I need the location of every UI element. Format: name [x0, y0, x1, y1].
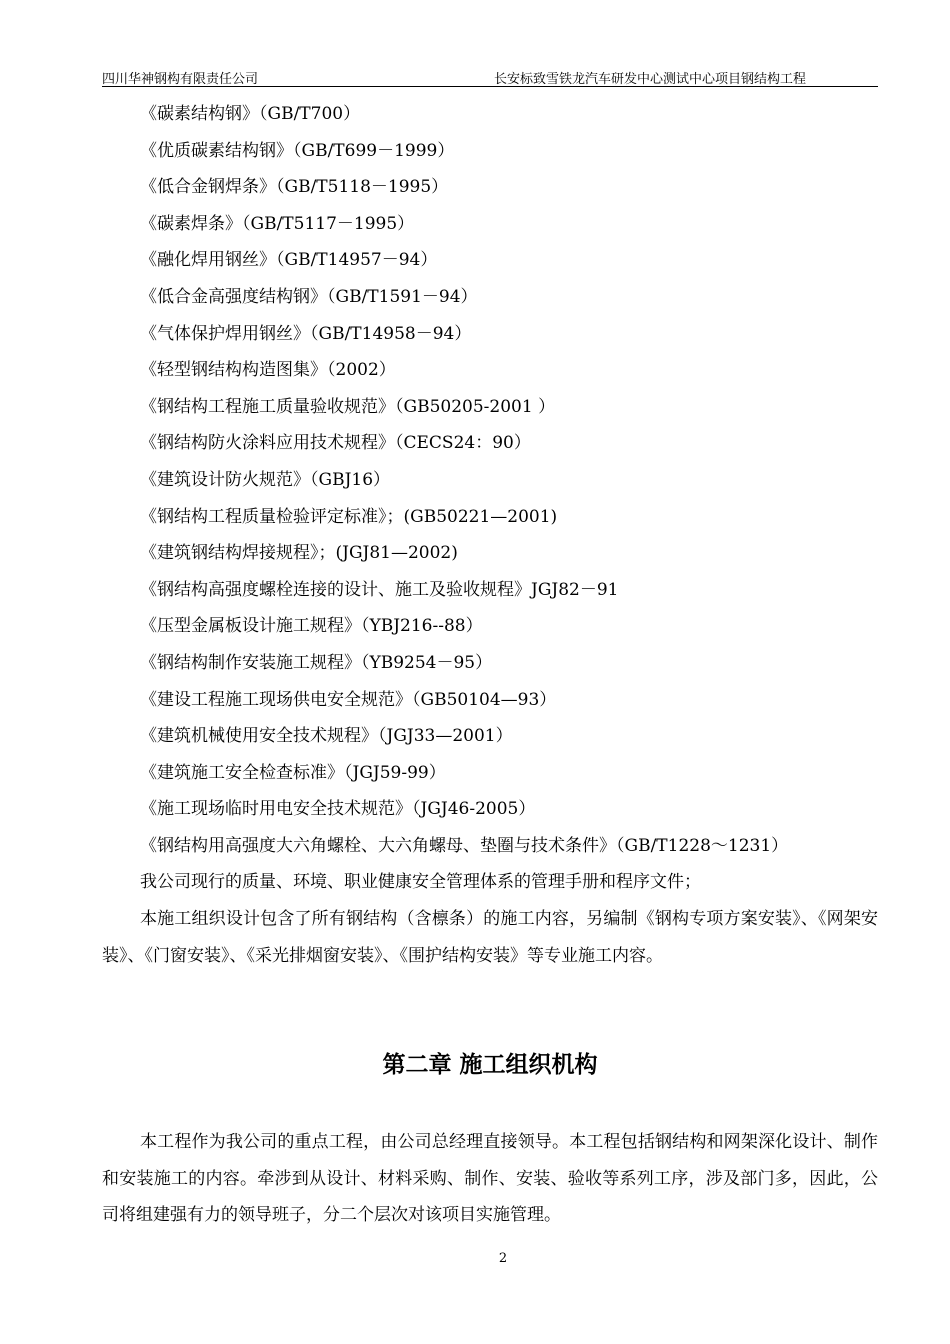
standard-item: 《轻型钢结构构造图集》（2002） — [140, 360, 396, 381]
standard-item: 《钢结构用高强度大六角螺栓、大六角螺母、垫圈与技术条件》（GB/T1228～1231） — [140, 835, 789, 856]
standard-item: 《建筑设计防火规范》（GBJ16） — [140, 469, 391, 490]
chapter-body — [102, 1124, 878, 1234]
standard-item: 《施工现场临时用电安全技术规范》（JGJ46-2005） — [140, 799, 536, 820]
standards-list — [102, 96, 878, 864]
standard-item: 《建筑机械使用安全技术规程》（JGJ33—2001） — [140, 726, 513, 747]
header-company: 四川华神钢构有限责任公司 — [102, 72, 259, 87]
standard-item: 《建筑钢结构焊接规程》；(JGJ81—2002) — [140, 543, 458, 564]
page-header — [102, 66, 878, 87]
chapter-paragraph: 本工程作为我公司的重点工程，由公司总经理直接领导。本工程包括钢结构和网架深化设计、制作和安装施工的内容。牵涉到从设计、材料采购、制作、安装、验收等系列工序，涉及部门多，因此，公司将组建强有力的领导班子，分二个层次对该项目实施管理。 — [102, 1132, 878, 1226]
standard-item: 《碳素结构钢》（GB/T700） — [140, 104, 361, 124]
standard-item: 《钢结构防火涂料应用技术规程》（CECS24：90） — [140, 433, 531, 454]
chapter-title: 第二章 施工组织机构 — [382, 1052, 598, 1078]
standard-item: 《低合金钢焊条》（GB/T5118－1995） — [140, 177, 449, 198]
standard-item: 《钢结构高强度螺栓连接的设计、施工及验收规程》JGJ82－91 — [140, 579, 619, 600]
body-paragraph: 我公司现行的质量、环境、职业健康安全管理体系的管理手册和程序文件； — [140, 872, 701, 893]
standard-item: 《建筑施工安全检查标准》（JGJ59-99） — [140, 762, 446, 783]
page-number: 2 — [498, 1251, 508, 1266]
standard-item: 《优质碳素结构钢》（GB/T699－1999） — [140, 140, 455, 161]
standard-item: 《融化焊用钢丝》（GB/T14957－94） — [140, 250, 438, 271]
standard-item: 《气体保护焊用钢丝》（GB/T14958－94） — [140, 323, 472, 344]
standard-item: 《钢结构工程质量检验评定标准》；(GB50221—2001) — [140, 506, 558, 527]
body-paragraph: 本施工组织设计包含了所有钢结构（含檩条）的施工内容，另编制《钢构专项方案安装》、《网架安装》、《门窗安装》、《采光排烟窗安装》、《围护结构安装》等专业施工内容。 — [102, 909, 878, 966]
standard-item: 《压型金属板设计施工规程》（YBJ216--88） — [140, 616, 483, 637]
header-project: 长安标致雪铁龙汽车研发中心测试中心项目钢结构工程 — [493, 72, 806, 87]
standard-item: 《碳素焊条》（GB/T5117－1995） — [140, 213, 415, 234]
standard-item: 《钢结构工程施工质量验收规范》（GB50205-2001 ） — [140, 396, 556, 417]
main-content — [102, 96, 878, 974]
standard-item: 《低合金高强度结构钢》（GB/T1591－94） — [140, 286, 478, 307]
standard-item: 《建设工程施工现场供电安全规范》（GB50104—93） — [140, 689, 557, 710]
standard-item: 《钢结构制作安装施工规程》（YB9254－95） — [140, 652, 493, 673]
